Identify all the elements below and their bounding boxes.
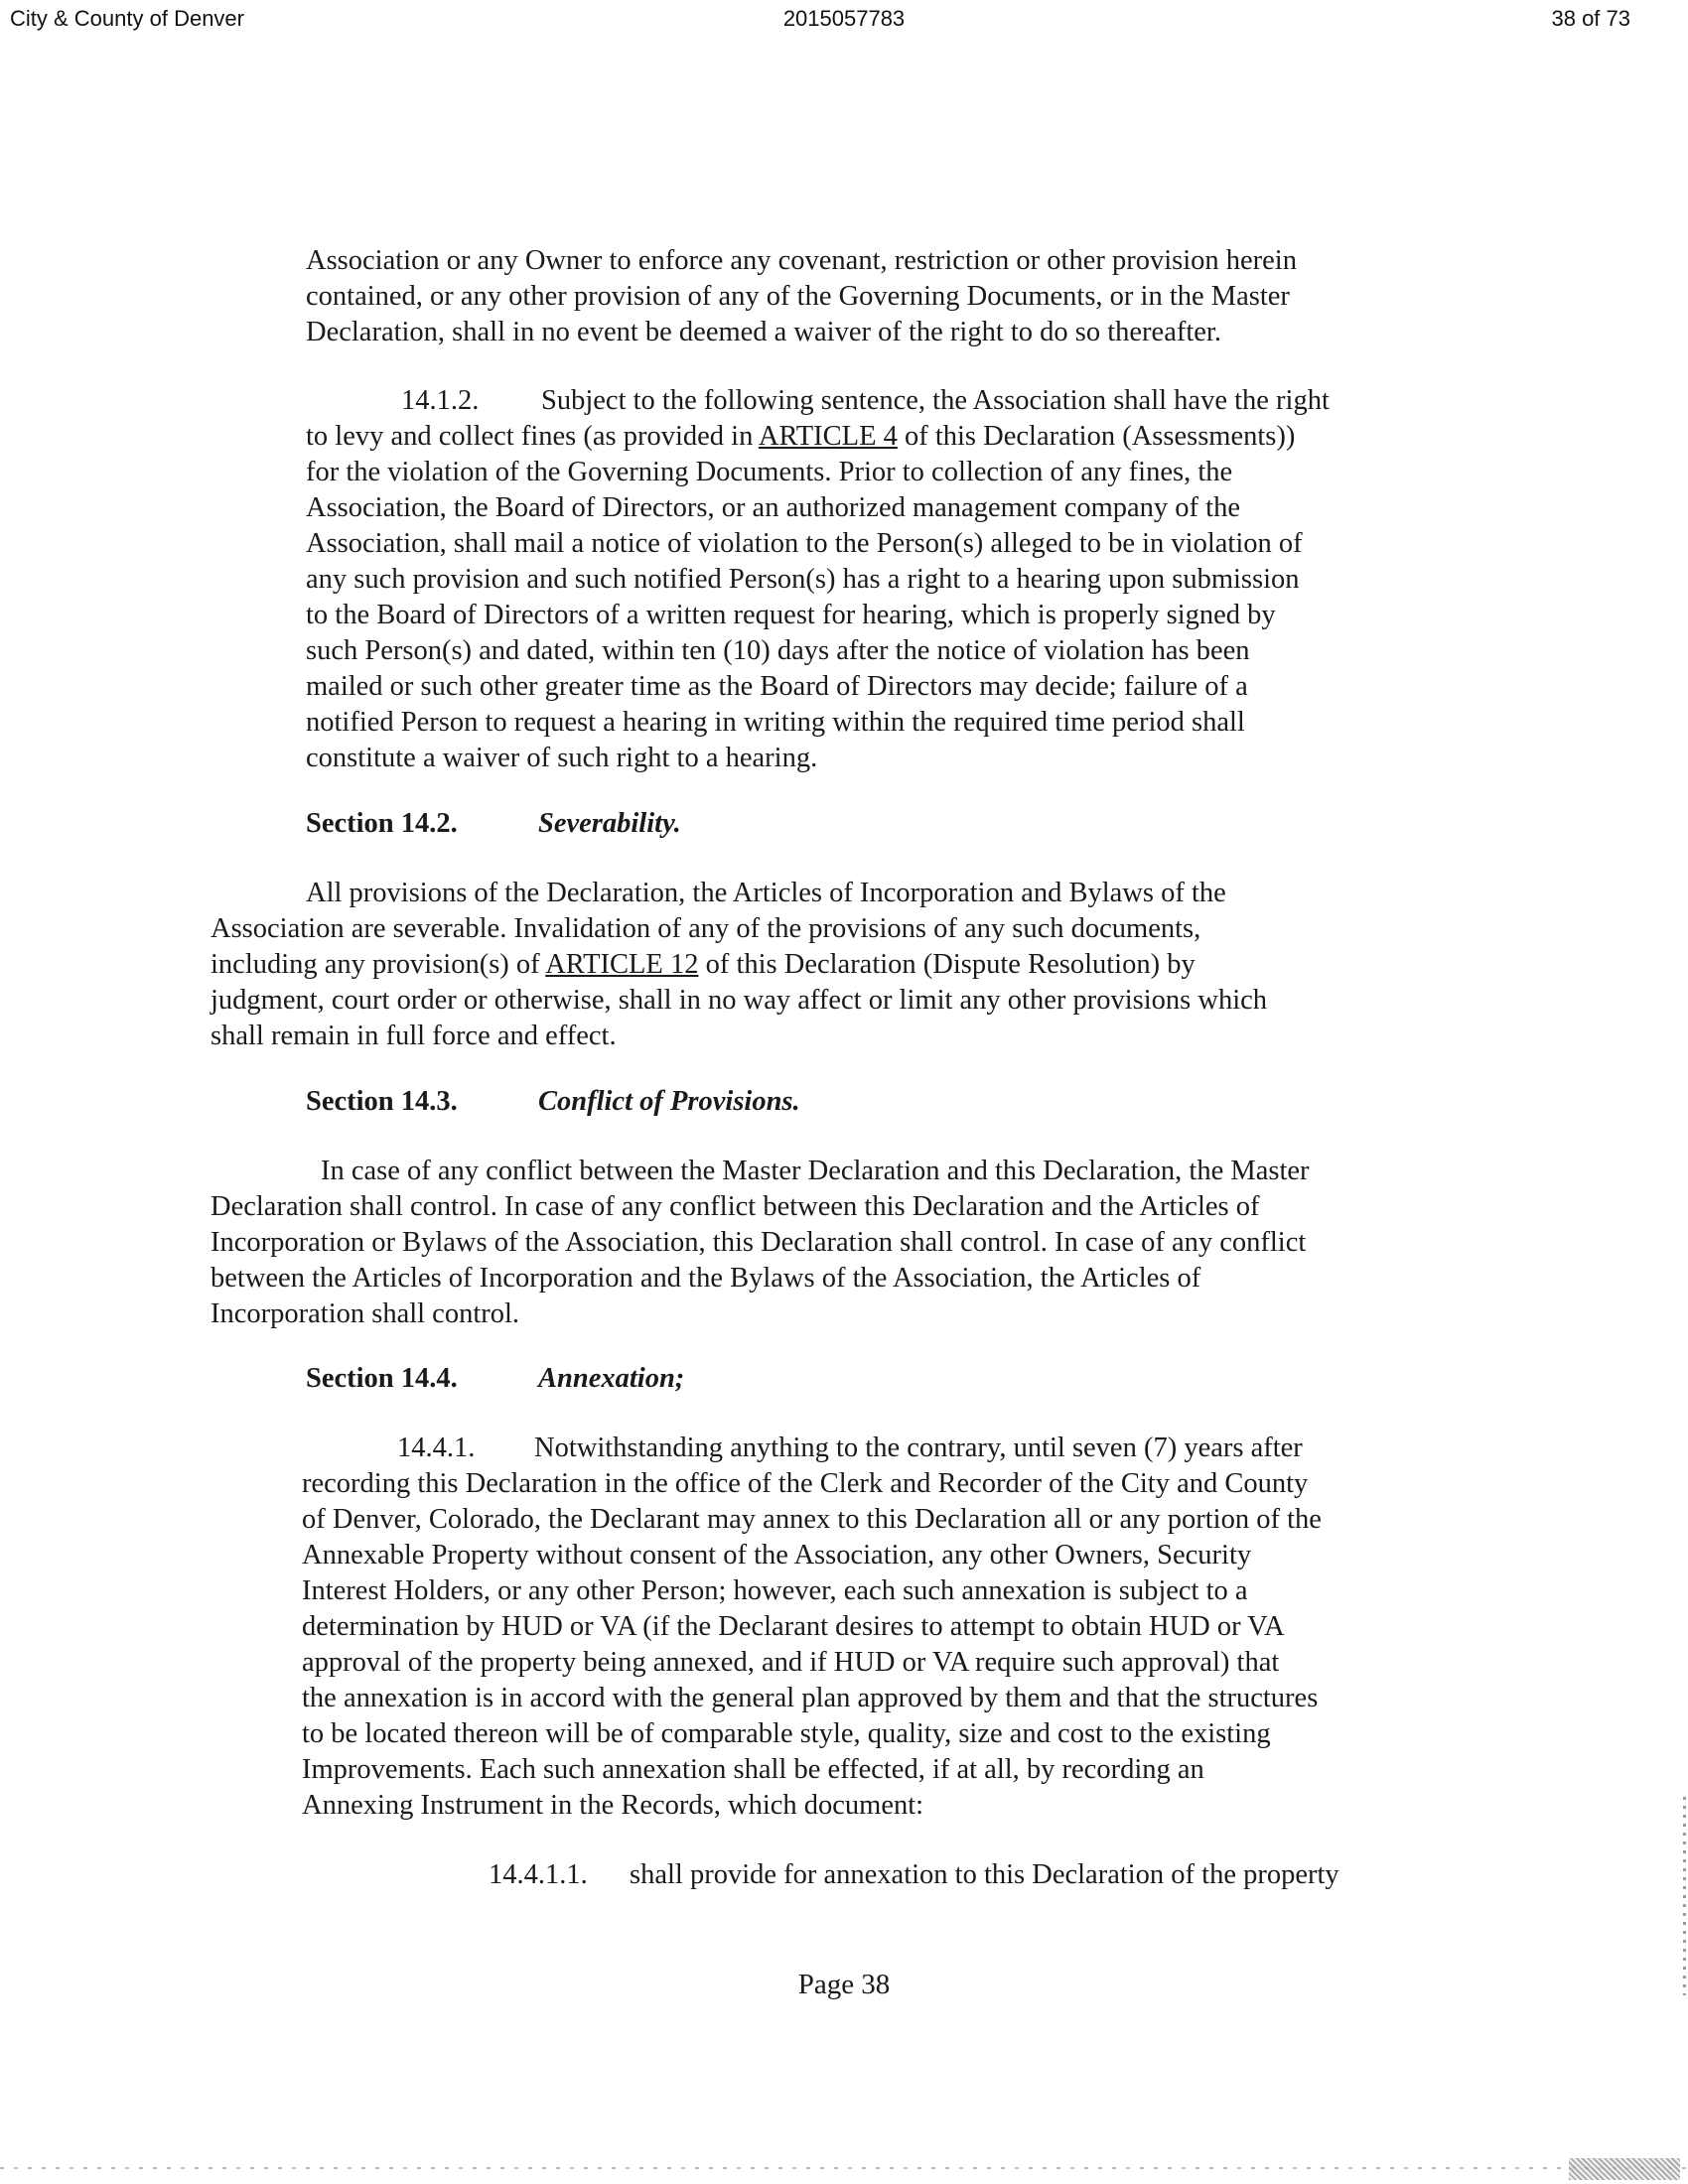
text-segment: to levy and collect fines (as provided in: [306, 421, 759, 452]
section-title: Annexation;: [538, 1363, 685, 1394]
header-county: City & County of Denver: [10, 6, 244, 31]
text-line: Declaration shall control. In case of any conflict between this Declaration and the Articles of: [211, 1191, 1260, 1222]
text-line: shall remain in full force and effect.: [211, 1021, 617, 1051]
page-header: [0, 6, 1688, 36]
section-title: Conflict of Provisions.: [538, 1086, 800, 1117]
text-line: Improvements. Each such annexation shall be effected, if at all, by recording an: [302, 1754, 1204, 1785]
section-heading-14-3: [306, 1084, 800, 1120]
paragraph-14-1-2: [306, 383, 1330, 776]
text-line: between the Articles of Incorporation and the Bylaws of the Association, the Articles of: [211, 1263, 1201, 1294]
text-segment: including any provision(s) of: [211, 949, 546, 980]
paragraph-continuation: [306, 243, 1297, 350]
text-line: contained, or any other provision of any of the Governing Documents, or in the Master: [306, 281, 1290, 312]
text-line: determination by HUD or VA (if the Declarant desires to attempt to obtain HUD or VA: [302, 1611, 1285, 1642]
text-line: [306, 383, 1330, 419]
text-segment: shall provide for annexation to this Declaration of the property: [630, 1859, 1339, 1890]
text-line: the annexation is in accord with the general plan approved by them and that the structures: [302, 1683, 1319, 1713]
section-number: Section 14.2.: [306, 808, 458, 839]
section-title: Severability.: [538, 808, 681, 839]
text-line: to the Board of Directors of a written request for hearing, which is properly signed by: [306, 600, 1276, 630]
paragraph-14-4-1: [302, 1431, 1322, 1824]
text-line: All provisions of the Declaration, the Articles of Incorporation and Bylaws of the: [306, 878, 1226, 908]
paragraph-severability: [211, 876, 1267, 1054]
text-line: notified Person to request a hearing in writing within the required time period shall: [306, 707, 1245, 738]
text-line: [211, 947, 1267, 983]
text-line: Association are severable. Invalidation of any of the provisions of any such documents,: [211, 913, 1201, 944]
text-line: Interest Holders, or any other Person; however, each such annexation is subject to a: [302, 1575, 1248, 1606]
page-number-footer: Page 38: [797, 1969, 891, 2000]
subsection-number: 14.1.2.: [401, 385, 480, 416]
article-12-link[interactable]: ARTICLE 12: [545, 949, 699, 980]
text-line: judgment, court order or otherwise, shall in no way affect or limit any other provisions which: [211, 985, 1268, 1016]
text-line: [302, 1431, 1322, 1466]
text-line: Association, shall mail a notice of violation to the Person(s) alleged to be in violation of: [306, 528, 1303, 559]
text-line: of Denver, Colorado, the Declarant may annex to this Declaration all or any portion of the: [302, 1504, 1322, 1535]
paragraph-14-4-1-1: [489, 1857, 1339, 1893]
section-number: Section 14.3.: [306, 1086, 458, 1117]
text-line: [306, 419, 1330, 455]
section-number: Section 14.4.: [306, 1363, 458, 1394]
article-4-link[interactable]: ARTICLE 4: [758, 421, 898, 452]
text-line: any such provision and such notified Person(s) has a right to a hearing upon submission: [306, 564, 1300, 595]
text-line: approval of the property being annexed, and if HUD or VA require such approval) that: [302, 1647, 1280, 1678]
header-document-number: 2015057783: [782, 6, 906, 31]
scan-edge-artifact: [1683, 1797, 1686, 1995]
text-segment: Notwithstanding anything to the contrary, until seven (7) years after: [534, 1433, 1303, 1463]
section-heading-14-2: [306, 806, 681, 842]
text-line: to be located thereon will be of comparable style, quality, size and cost to the existing: [302, 1718, 1271, 1749]
barcode-stamp: [1569, 2158, 1680, 2180]
text-line: recording this Declaration in the office of the Clerk and Recorder of the City and County: [302, 1468, 1309, 1499]
text-line: Incorporation or Bylaws of the Association, this Declaration shall control. In case of any conflict: [211, 1227, 1307, 1258]
text-line: Annexable Property without consent of the Association, any other Owners, Security: [302, 1540, 1252, 1570]
text-line: [489, 1857, 1339, 1893]
text-line: mailed or such other greater time as the Board of Directors may decide; failure of a: [306, 671, 1248, 702]
text-line: Association or any Owner to enforce any covenant, restriction or other provision herein: [306, 245, 1297, 276]
text-line: Declaration, shall in no event be deemed a waiver of the right to do so thereafter.: [306, 317, 1221, 347]
subsection-number: 14.4.1.1.: [489, 1859, 588, 1890]
text-line: such Person(s) and dated, within ten (10) days after the notice of violation has been: [306, 635, 1250, 666]
section-heading-14-4: [306, 1361, 684, 1397]
text-line: constitute a waiver of such right to a hearing.: [306, 743, 818, 773]
paragraph-conflict: [211, 1154, 1310, 1332]
text-line: In case of any conflict between the Master Declaration and this Declaration, the Master: [321, 1156, 1310, 1186]
scan-artifact-line: [0, 2167, 1688, 2169]
text-line: Incorporation shall control.: [211, 1298, 520, 1329]
text-line: Association, the Board of Directors, or an authorized management company of the: [306, 492, 1240, 523]
text-segment: Subject to the following sentence, the Association shall have the right: [541, 385, 1330, 416]
text-segment: of this Declaration (Assessments)): [897, 421, 1296, 452]
text-line: for the violation of the Governing Documents. Prior to collection of any fines, the: [306, 457, 1233, 487]
text-segment: of this Declaration (Dispute Resolution) by: [698, 949, 1196, 980]
text-line: Annexing Instrument in the Records, which document:: [302, 1790, 924, 1821]
subsection-number: 14.4.1.: [397, 1433, 476, 1463]
header-page-count: 38 of 73: [1551, 6, 1630, 31]
